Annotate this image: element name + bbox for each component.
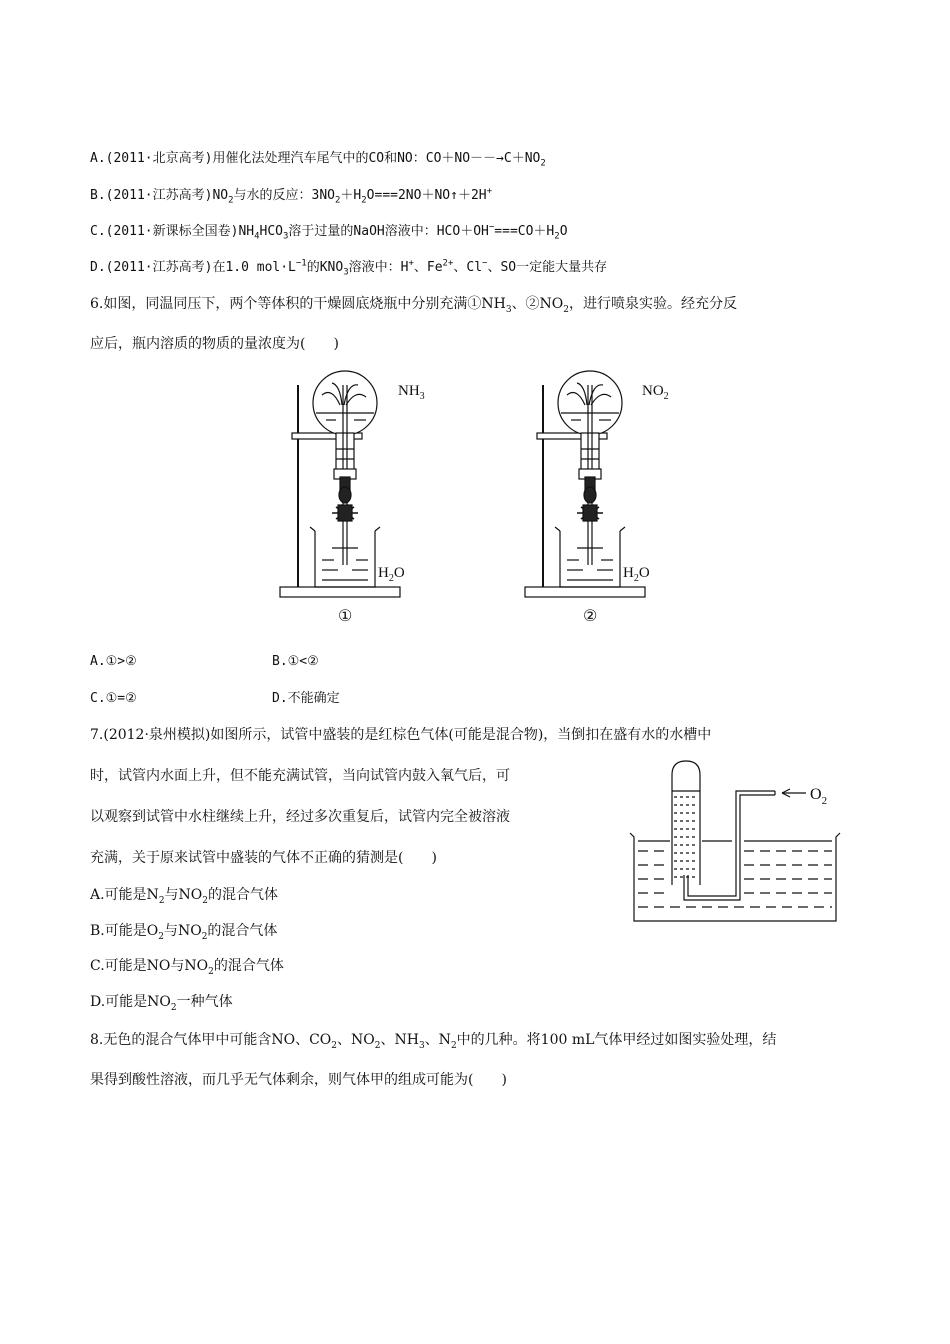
q7-option-a: A.可能是$N_2$与$NO_2$的混合气体 [90, 887, 279, 906]
q6-option-b: B.①<② [272, 654, 319, 669]
q8-stem-line1: 8.无色的混合气体甲中可能含NO、$CO_2$、$NO_2$、$NH_3$、$N_2$中的几种。将100 mL气体甲经过如图实验处理，结 [90, 1032, 777, 1051]
q6-stem-line1: 6.如图，同温同压下，两个等体积的干燥圆底烧瓶中分别充满$①NH_3$、$②NO_2$，进行喷泉实验。经充分反 [90, 296, 738, 315]
q7-stem-line1: 7.(2012·泉州模拟)如图所示，试管中盛装的是红棕色气体(可能是混合物)，当倒扣在盛有水的水槽中 [90, 727, 712, 743]
right-caption: ② [583, 608, 598, 625]
q6-stem-line2: 应后，瓶内溶质的物质的量浓度为( ) [90, 336, 339, 352]
q7-option-d: D.可能是$NO_2$一种气体 [90, 994, 233, 1013]
q7-stem-line4: 充满，关于原来试管中盛装的气体不正确的猜测是( ) [90, 850, 437, 866]
q6-option-d: D.不能确定 [272, 691, 340, 706]
left-caption: ① [338, 608, 353, 625]
q7-stem-line3: 以观察到试管中水柱继续上升，经过多次重复后，试管内完全被溶液 [90, 809, 510, 825]
q7-option-c: C.可能是NO与$NO_2$的混合气体 [90, 958, 284, 977]
inverted-tube-figure [620, 755, 850, 930]
left-gas-label: $NH_3$ [398, 383, 425, 402]
q5-option-b: B.(2011·江苏高考)$NO_2$与水的反应：$3NO_2+H_2O===2NO+NO↑+2H^+$ [90, 186, 493, 206]
right-gas-label: $NO_2$ [642, 383, 669, 402]
q5-option-d: D.(2011·江苏高考)在1.0 $mol\cdot L^{-1}$的$KNO_3$溶液中：H+、$Fe^{2+}$、Cl−、SO一定能大量共存 [90, 258, 608, 278]
q6-option-a: A.①>② [90, 654, 137, 669]
apparatus-left [280, 371, 400, 597]
q7-stem-line2: 时，试管内水面上升，但不能充满试管，当向试管内鼓入氧气后，可 [90, 768, 510, 784]
q6-option-c: C.①=② [90, 691, 137, 706]
q7-option-b: B.可能是$O_2$与$NO_2$的混合气体 [90, 923, 278, 942]
fountain-experiment-figure [270, 365, 690, 630]
oxygen-label: $O_2$ [810, 786, 828, 807]
apparatus-right [525, 371, 645, 597]
q5-option-a: A.(2011·北京高考)用催化法处理汽车尾气中的CO和NO：$CO+NO--\to C+NO_2$ [90, 151, 546, 169]
q8-stem-line2: 果得到酸性溶液，而几乎无气体剩余，则气体甲的组成可能为( ) [90, 1072, 507, 1088]
left-water-label: $H_2O$ [378, 565, 405, 584]
right-water-label: $H_2O$ [623, 565, 650, 584]
q5-option-c: C.(2011·新课标全国卷)$NH_4HCO_3$溶于过量的NaOH溶液中：$HCO+OH^-===CO+H_2O$ [90, 222, 568, 242]
